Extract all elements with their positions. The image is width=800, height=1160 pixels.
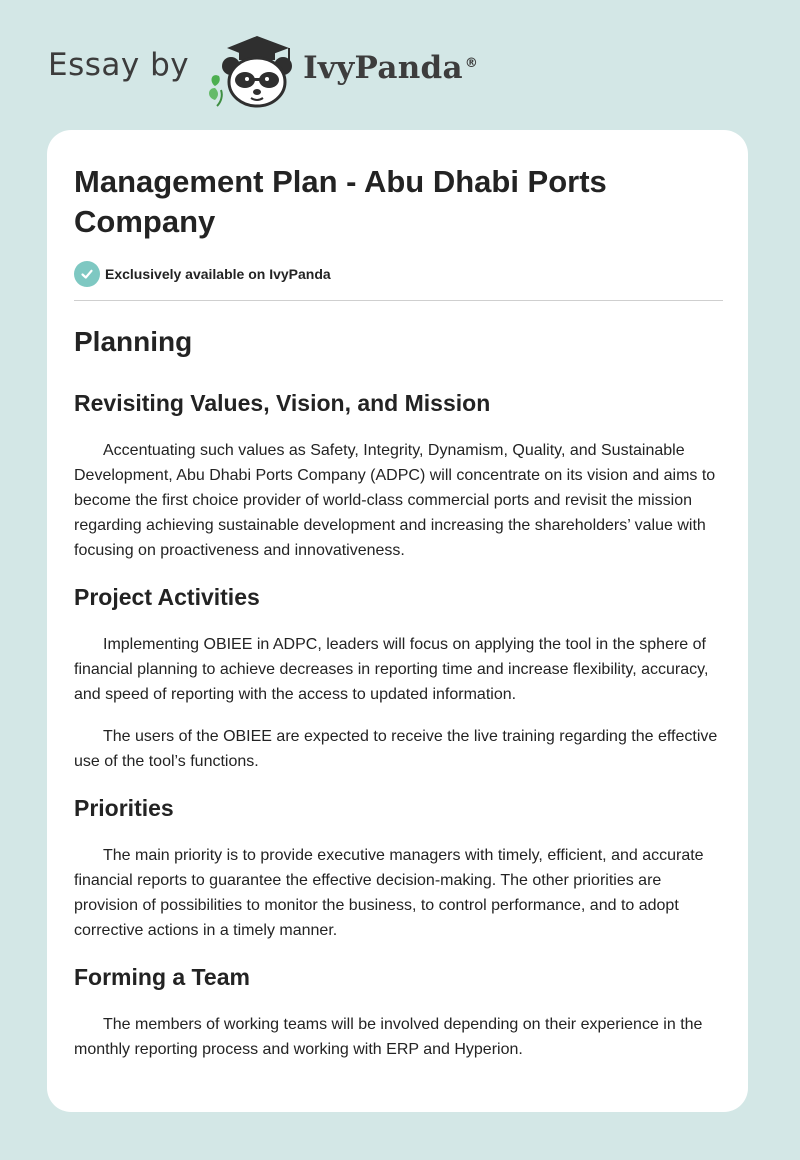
brand-name (303, 50, 478, 86)
check-circle-icon (74, 261, 100, 287)
exclusive-badge (74, 260, 722, 288)
paragraph: The users of the OBIEE are expected to receive the live training regarding the effective use of the tool’s functions. (74, 728, 718, 770)
site-header (48, 30, 478, 110)
essay-by-label: Essay by (48, 47, 190, 83)
paragraph: The members of working teams will be involved depending on their experience in the monthly reporting process and working with ERP and Hyperion. (74, 1016, 703, 1058)
subheading-priorities: Priorities (74, 795, 174, 821)
article-title: Management Plan - Abu Dhabi Ports Company (74, 164, 607, 239)
title-divider (74, 300, 723, 301)
paragraph: The main priority is to provide executive managers with timely, efficient, and accurate financial reports to guarantee the effective decision-making. The other priorities are provision of possibilities to monitor the business, to control performance, and to adopt corrective actions in a timely manner. (74, 847, 704, 939)
brand-name-text: IvyPanda (303, 50, 463, 86)
article-card (47, 130, 748, 1112)
subheading-values-vision-mission: Revisiting Values, Vision, and Mission (74, 390, 491, 416)
exclusive-label: Exclusively available on IvyPanda (105, 266, 331, 282)
section-heading-planning: Planning (74, 326, 193, 357)
ivypanda-logo-link[interactable] (205, 30, 478, 110)
panda-logo-icon (205, 30, 297, 110)
paragraph: Accentuating such values as Safety, Integrity, Dynamism, Quality, and Sustainable Development, Abu Dhabi Ports Company (ADPC) will concentrate on its vision and aims to become the first choice provider of world-class commercial ports and revisit the mission regarding achieving sustainable development and increasing the shareholders’ value with focusing on proactiveness and innovativeness. (74, 442, 716, 559)
subheading-project-activities: Project Activities (74, 584, 260, 610)
subheading-forming-a-team: Forming a Team (74, 964, 250, 990)
paragraph: Implementing OBIEE in ADPC, leaders will focus on applying the tool in the sphere of financial planning to achieve decreases in reporting time and increase flexibility, accuracy, and speed of reporting with the access to updated information. (74, 636, 709, 703)
registered-mark: ® (464, 55, 479, 71)
